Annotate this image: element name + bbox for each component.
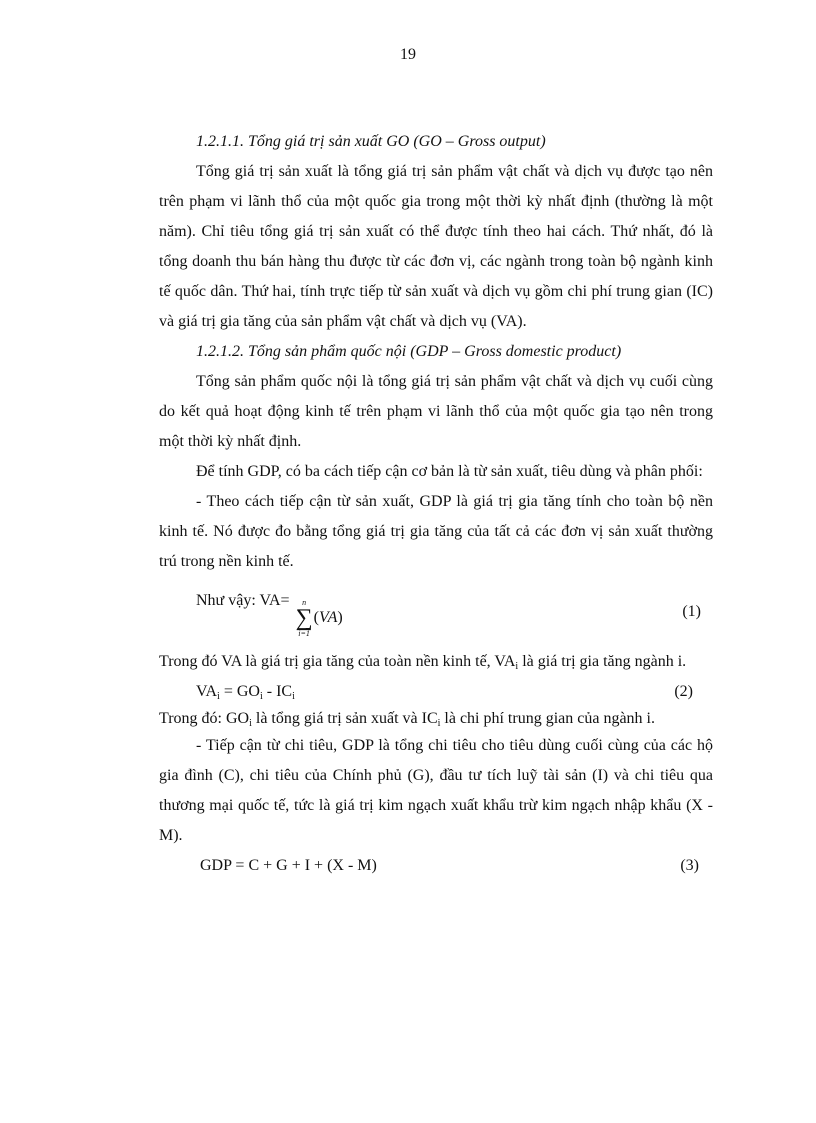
paren-close: ) <box>337 609 343 626</box>
paragraph-expenditure-approach: - Tiếp cận từ chi tiêu, GDP là tổng chi tiêu cho tiêu dùng cuối cùng của các hộ gia đình (C), chi tiêu của Chính phủ (G), đầu tư tích luỹ tài sản (I) và chi tiêu qua thương mại quốc tế, tức là giá trị kim ngạch xuất khẩu trừ kim ngạch nhập khẩu (X - M). <box>159 737 713 844</box>
formula-2-expression <box>196 677 295 707</box>
va-text-b: là giá trị gia tăng ngành i. <box>518 653 687 670</box>
formula-1-expression <box>196 586 343 638</box>
formula-2 <box>159 677 713 707</box>
summation-upper-limit: n <box>302 598 307 607</box>
formula-1-prefix: Như vậy: VA= <box>196 592 290 609</box>
formula-3 <box>159 851 713 881</box>
summation <box>296 598 343 638</box>
paren-open: ( <box>313 609 319 626</box>
formula-2-lhs-sub: i <box>217 691 220 702</box>
sigma-glyph: ∑ <box>295 605 313 631</box>
paragraph-production-approach: - Theo cách tiếp cận từ sản xuất, GDP là giá trị gia tăng tính cho toàn bộ nền kinh tế. Nó được đo bằng tổng giá trị gia tăng của tất cả các đơn vị sản xuất thường trú trong nền kinh tế. <box>159 493 713 570</box>
paragraph-va-explanation <box>159 647 713 677</box>
formula-1 <box>159 581 713 643</box>
go-ic-text-3: là chi phí trung gian của ngành i. <box>440 710 655 727</box>
formula-2-ic-sub: i <box>292 691 295 702</box>
document-body <box>159 127 713 881</box>
formula-3-expression: GDP = C + G + I + (X - M) <box>200 857 377 874</box>
go-ic-text-2: là tổng giá trị sản xuất và IC <box>251 710 438 727</box>
formula-2-go: = GO <box>219 683 260 700</box>
argument-variable: VA <box>319 609 338 626</box>
paragraph-go-definition: Tổng giá trị sản xuất là tổng giá trị sản phẩm vật chất và dịch vụ được tạo nên trên phạm vi lãnh thổ của một quốc gia trong một thời kỳ nhất định (thường là một năm). Chỉ tiêu tổng giá trị sản xuất có thể được tính theo hai cách. Thứ nhất, đó là tổng doanh thu bán hàng thu được từ các đơn vị, các ngành trong toàn bộ ngành kinh tế quốc dân. Thứ hai, tính trực tiếp từ sản xuất và dịch vụ gồm chi phí trung gian (IC) và giá trị gia tăng của sản phẩm vật chất và dịch vụ (VA). <box>159 163 713 330</box>
section-heading-go: 1.2.1.1. Tổng giá trị sản xuất GO (GO – Gross output) <box>196 133 546 150</box>
paragraph-gdp-definition: Tổng sản phẩm quốc nội là tổng giá trị sản phẩm vật chất và dịch vụ cuối cùng do kết quả hoạt động kinh tế trên phạm vi lãnh thổ của một quốc gia tạo nên trong một thời kỳ nhất định. <box>159 373 713 450</box>
section-heading-gdp: 1.2.1.2. Tổng sản phẩm quốc nội (GDP – Gross domestic product) <box>196 343 622 360</box>
formula-2-lhs: VA <box>196 683 218 700</box>
go-ic-text-1: Trong đó: GO <box>159 710 250 727</box>
go-ic-sub-2: i <box>437 718 441 729</box>
summation-argument <box>314 603 343 633</box>
va-text-a: Trong đó VA là giá trị gia tăng của toàn nền kinh tế, VA <box>159 653 516 670</box>
formula-2-number: (2) <box>674 683 693 700</box>
go-ic-sub-1: i <box>249 718 252 729</box>
formula-3-number: (3) <box>680 857 699 874</box>
summation-symbol <box>296 598 313 638</box>
formula-1-number: (1) <box>682 603 701 620</box>
summation-lower-limit: i=1 <box>298 629 310 638</box>
va-subscript: i <box>515 661 519 672</box>
paragraph-gdp-approaches: Để tính GDP, có ba cách tiếp cận cơ bản là từ sản xuất, tiêu dùng và phân phối: <box>196 463 703 480</box>
paragraph-go-ic-explanation <box>159 707 713 731</box>
formula-2-go-sub: i <box>259 691 263 702</box>
formula-2-ic: - IC <box>262 683 293 700</box>
page-number: 19 <box>400 46 416 63</box>
